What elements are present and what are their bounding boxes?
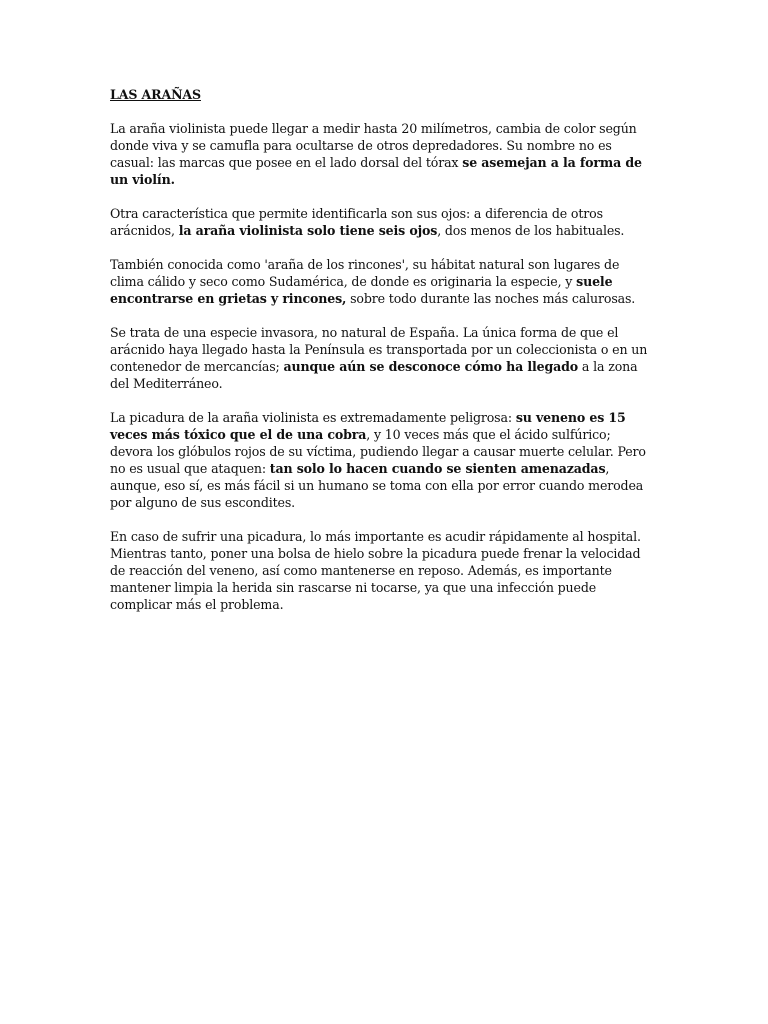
paragraph-text: , y 10 veces más que el ácido sulfúrico; devora los glóbulos rojos de su víctima, pudiendo llegar a causar muerte celular. Pero no es usual que ataquen: [110, 427, 646, 476]
paragraph-text: Otra característica que permite identificarla son sus ojos: a diferencia de otros arácnidos, [110, 206, 603, 238]
document-title: LAS ARAÑAS [110, 87, 201, 102]
paragraph-habitat [110, 256, 655, 307]
paragraph-text: La picadura de la araña violinista es extremadamente peligrosa: [110, 410, 516, 425]
paragraph-invasive [110, 324, 655, 392]
paragraph-highlight: su veneno es 15 veces más tóxico que el de una cobra [110, 410, 626, 442]
paragraph-size-and-color [110, 120, 655, 188]
paragraph-eyes [110, 205, 655, 239]
paragraph-text: , aunque, eso sí, es más fácil si un humano se toma con ella por error cuando merodea por alguno de sus escondites. [110, 461, 644, 510]
document-page [110, 86, 655, 630]
paragraph-text: Se trata de una especie invasora, no natural de España. La única forma de que el arácnido haya llegado hasta la Península es transportada por un coleccionista o en un contenedor de mercancías; [110, 325, 648, 374]
paragraph-text: También conocida como 'araña de los rincones', su hábitat natural son lugares de clima cálido y seco como Sudamérica, de donde es originaria la especie, y [110, 257, 620, 289]
paragraph-text: , dos menos de los habituales. [437, 223, 625, 238]
paragraph-venom [110, 409, 655, 511]
paragraph-text: a la zona del Mediterráneo. [110, 359, 638, 391]
paragraph-highlight: tan solo lo hacen cuando se sienten amenazadas [269, 461, 606, 476]
paragraph-highlight: aunque aún se desconoce cómo ha llegado [283, 359, 579, 374]
paragraph-treatment [110, 528, 655, 613]
paragraph-text: La araña violinista puede llegar a medir hasta 20 milímetros, cambia de color según donde viva y se camufla para ocultarse de otros depredadores. Su nombre no es casual: las marcas que posee en el lado dorsal del tórax [110, 121, 637, 170]
paragraph-highlight: se asemejan a la forma de un violín. [110, 155, 642, 187]
paragraph-text: En caso de sufrir una picadura, lo más importante es acudir rápidamente al hospital. Mientras tanto, poner una bolsa de hielo sobre la picadura puede frenar la velocidad de reacción del veneno, así como mantenerse en reposo. Además, es importante mantener limpia la herida sin rascarse ni tocarse, ya que una infección puede complicar más el problema. [110, 529, 641, 612]
paragraph-highlight: suele encontrarse en grietas y rincones, [110, 274, 613, 306]
paragraph-text: sobre todo durante las noches más calurosas. [346, 291, 636, 306]
paragraph-highlight: la araña violinista solo tiene seis ojos [178, 223, 438, 238]
